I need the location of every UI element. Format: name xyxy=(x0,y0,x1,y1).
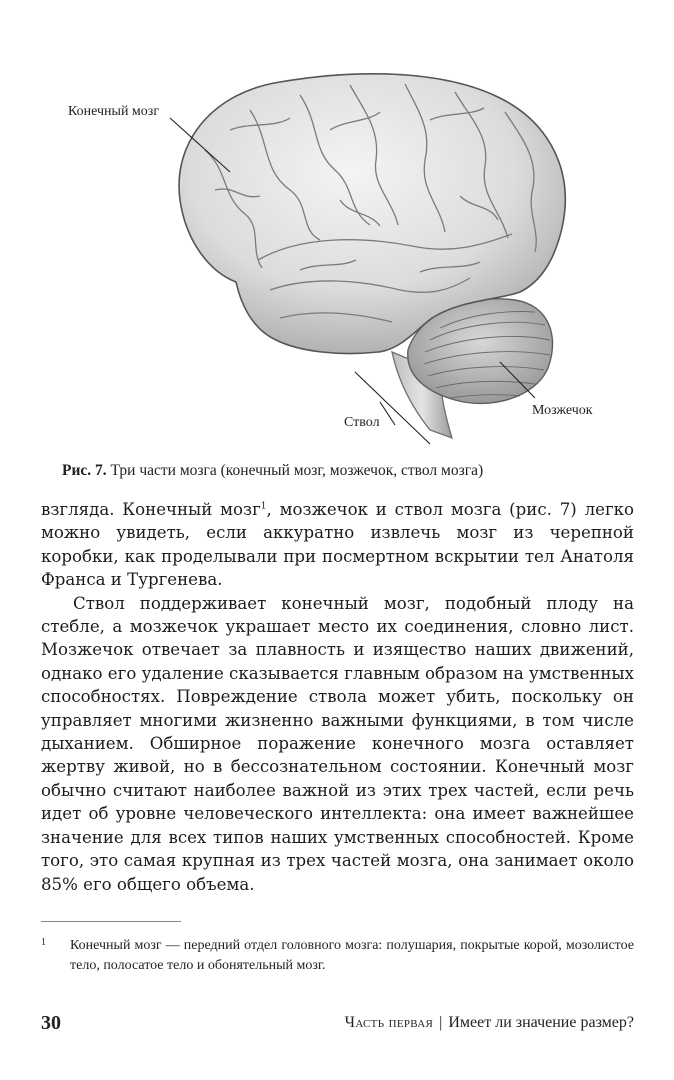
part-title: Часть первая xyxy=(344,1014,434,1031)
footer-separator: | xyxy=(439,1014,443,1031)
brain-illustration xyxy=(0,0,674,460)
figure-caption xyxy=(62,462,642,480)
label-cerebellum: Мозжечок xyxy=(532,403,593,418)
chapter-title: Имеет ли значение размер? xyxy=(448,1014,634,1031)
caption-number: Рис. 7. xyxy=(62,462,107,479)
running-header xyxy=(345,1014,634,1032)
label-brainstem: Ствол xyxy=(344,415,380,430)
body-text xyxy=(41,498,634,896)
footnote xyxy=(41,936,634,976)
brain-figure xyxy=(0,0,674,460)
page-footer xyxy=(41,1012,634,1036)
footnote-number: 1 xyxy=(41,937,46,948)
paragraph-1-start: взгляда. Конечный мозг xyxy=(41,500,261,519)
footnote-ref[interactable]: 1 xyxy=(260,501,267,512)
label-cerebrum: Конечный мозг xyxy=(68,104,160,119)
paragraph-1 xyxy=(41,498,634,592)
caption-text: Три части мозга (конечный мозг, мозжечок, ствол мозга) xyxy=(110,462,484,479)
footnote-text: Конечный мозг — передний отдел головного мозга: полушария, покрытые корой, мозолистое тело, полосатое тело и обонятельный мозг. xyxy=(70,938,634,973)
footnote-divider xyxy=(41,921,181,922)
paragraph-1-rest: , мозжечок и ствол мозга (рис. 7) легко можно увидеть, если аккуратно извлечь мозг из черепной коробки, как проделывали при посмертном вскрытии тел Анатоля Франса и Тургенева. xyxy=(41,500,634,590)
paragraph-2: Ствол поддерживает конечный мозг, подобный плоду на стебле, а мозжечок украшает место их соединения, словно лист. Мозжечок отвечает за плавность и изящество наших движений, однако его удаление сказывается главным образом на умственных способностях. Повреждение ствола может убить, поскольку он управляет многими жизненно важными функциями, в том числе дыханием. Обширное поражение конечного мозга оставляет жертву живой, но в бессознательном состоянии. Конечный мозг обычно считают наиболее важной из этих трех частей, если речь идет об уровне человеческого интеллекта: она имеет важнейшее значение для всех типов наших умственных способностей. Кроме того, это самая крупная из трех частей мозга, она занимает около 85% его общего объема. xyxy=(41,593,634,894)
page-number: 30 xyxy=(41,1012,61,1034)
